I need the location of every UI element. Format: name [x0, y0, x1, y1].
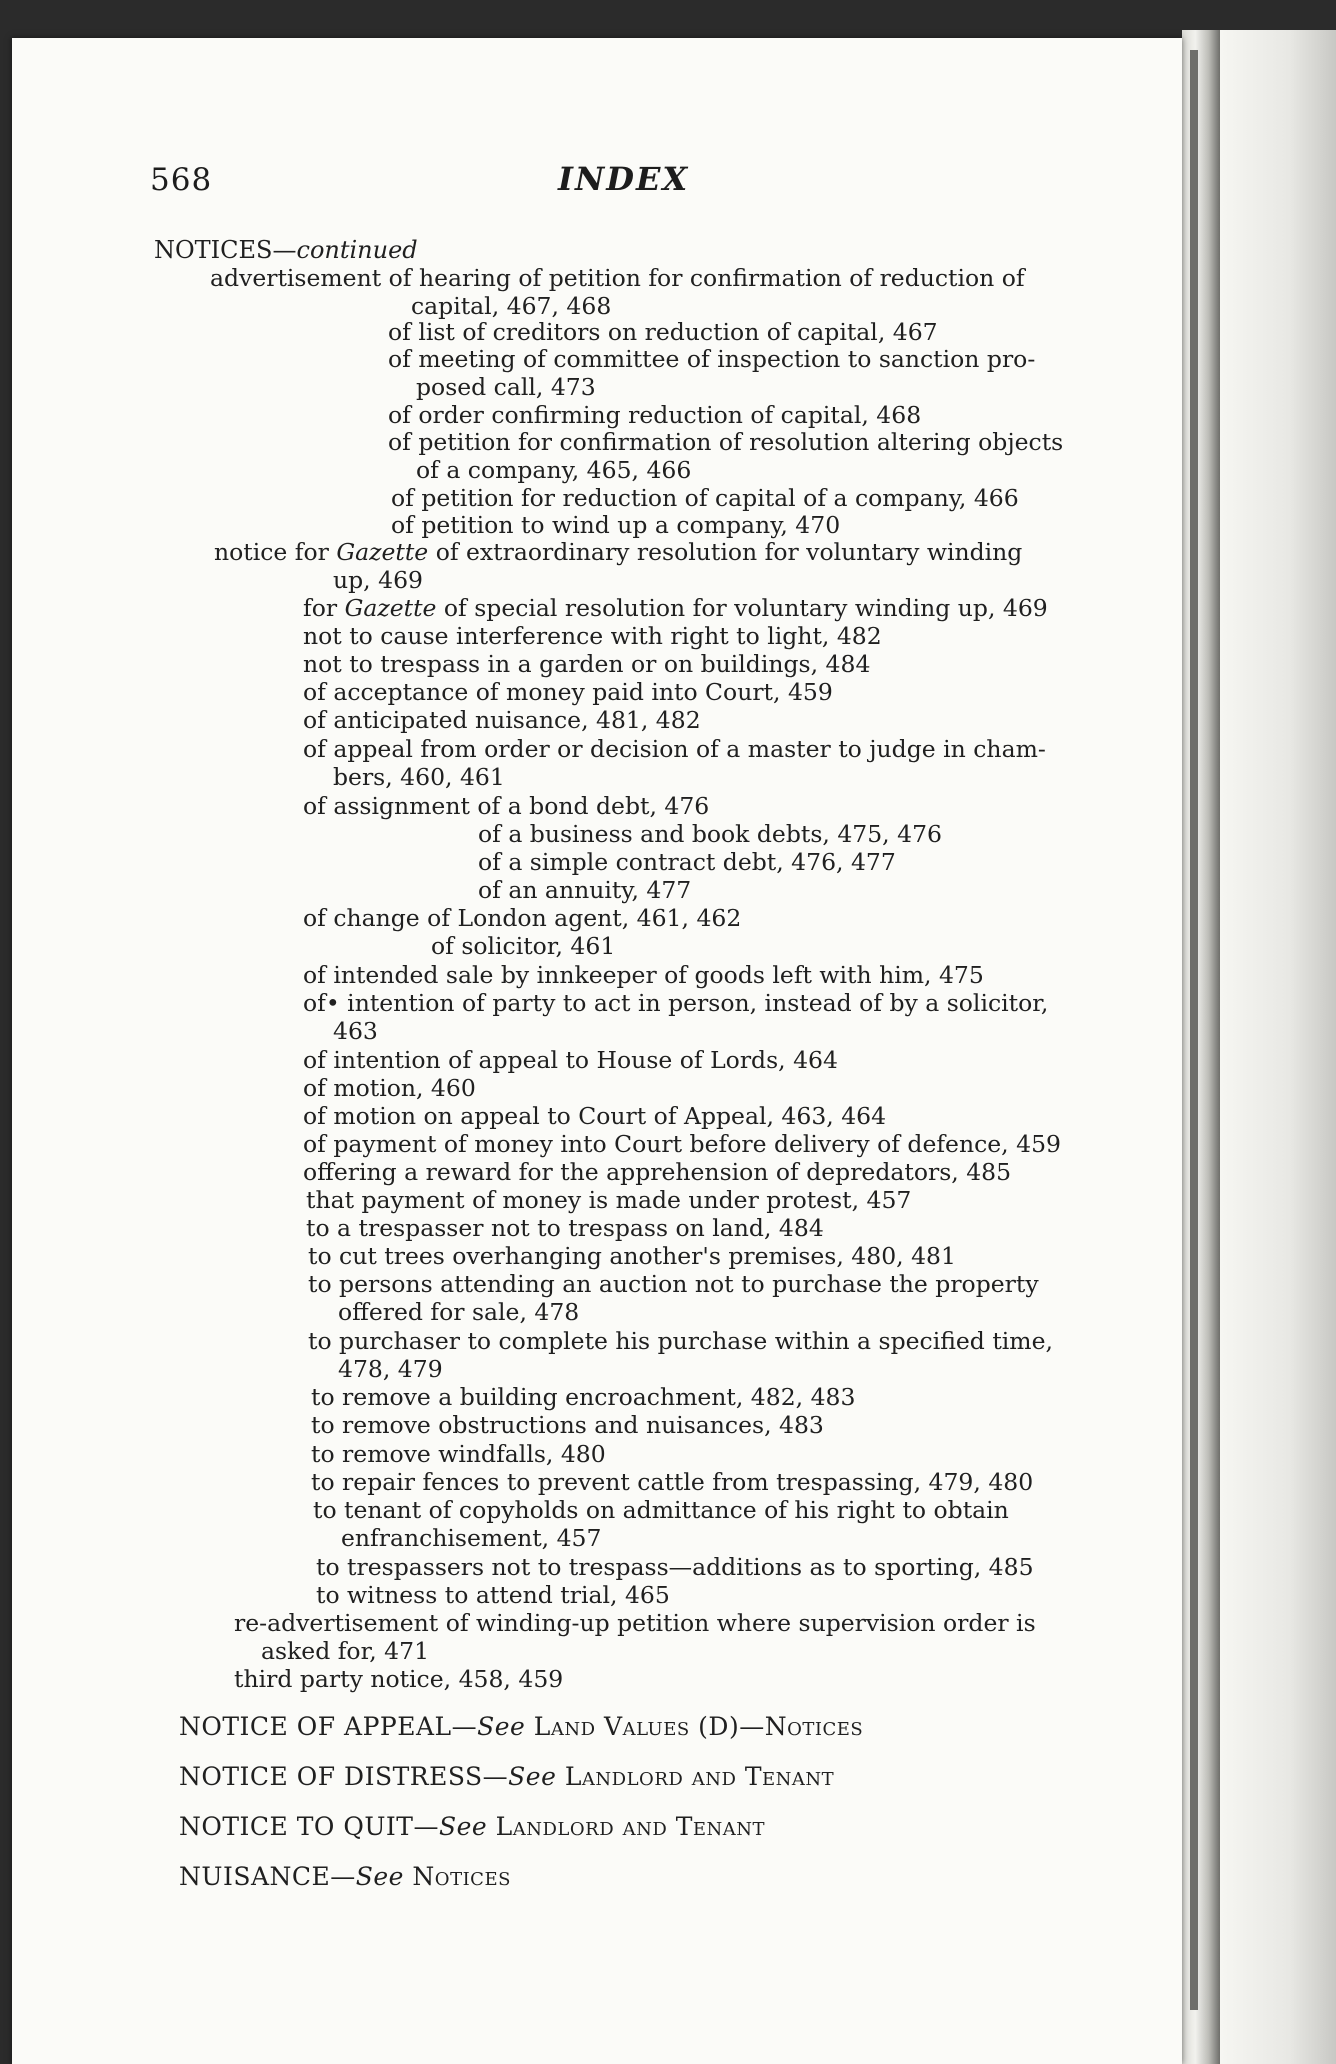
line-text: that payment of money is made under protest, 457 [306, 1186, 912, 1214]
index-line [306, 1186, 911, 1214]
line-text: posed call, 473 [416, 373, 596, 401]
index-line [333, 1017, 378, 1045]
index-heading-notice-to-quit [179, 1813, 765, 1841]
index-line [303, 989, 1048, 1017]
index-line [478, 820, 942, 848]
line-text: third party notice, 458, 459 [234, 1665, 564, 1693]
index-line [234, 1609, 1036, 1637]
index-line [303, 735, 1046, 763]
index-line [388, 345, 1035, 373]
line-text: of motion, 460 [303, 1074, 476, 1102]
index-line [214, 538, 1022, 566]
index-line [303, 1130, 1061, 1158]
cross-reference: Landlord and Tenant [556, 1762, 835, 1791]
index-line [411, 292, 611, 320]
index-line [311, 1440, 606, 1468]
page-number: 568 [150, 162, 213, 198]
line-text: of anticipated nuisance, 481, 482 [303, 706, 701, 734]
line-text: of• intention of party to act in person, instead of by a solicitor, [303, 989, 1049, 1017]
index-line [388, 318, 938, 346]
index-line [478, 876, 691, 904]
index-line [311, 1411, 824, 1439]
facing-page-edge [1220, 30, 1336, 2064]
line-text: of meeting of committee of inspection to sanction pro- [388, 345, 1036, 373]
line-text: to remove a building encroachment, 482, 483 [311, 1383, 856, 1411]
line-text: of a simple contract debt, 476, 477 [478, 848, 896, 876]
line-text: 478, 479 [338, 1355, 443, 1383]
line-text: advertisement of hearing of petition for confirmation of reduction of [210, 264, 1025, 292]
line-text: not to cause interference with right to light, 482 [303, 622, 882, 650]
line-text: to remove windfalls, 480 [311, 1440, 606, 1468]
book-gutter [1182, 30, 1220, 2064]
line-text: 463 [333, 1017, 378, 1045]
running-head: INDEX [558, 160, 690, 198]
line-text: notice for [214, 538, 337, 566]
line-text: bers, 460, 461 [333, 763, 505, 791]
index-line [308, 1242, 956, 1270]
line-text: to cut trees overhanging another's premises, 480, 481 [308, 1242, 956, 1270]
line-text: of acceptance of money paid into Court, 459 [303, 678, 833, 706]
line-text: of appeal from order or decision of a master to judge in cham- [303, 735, 1046, 763]
index-line [388, 428, 1063, 456]
index-heading-notice-of-appeal [179, 1713, 863, 1741]
line-text: to persons attending an auction not to purchase the property [308, 1270, 1039, 1298]
see-label: See [355, 1862, 404, 1891]
line-text: of change of London agent, 461, 462 [303, 904, 742, 932]
line-text: of a business and book debts, 475, 476 [478, 820, 942, 848]
line-text: to repair fences to prevent cattle from trespassing, 479, 480 [311, 1468, 1034, 1496]
index-line [341, 1524, 601, 1552]
index-line [316, 1553, 1034, 1581]
index-line [234, 1665, 563, 1693]
index-heading-nuisance [179, 1863, 511, 1891]
index-line [210, 264, 1025, 292]
cross-reference: Notices [403, 1862, 511, 1891]
index-line [311, 1468, 1033, 1496]
index-line [303, 1158, 1011, 1186]
line-text: of intention of appeal to House of Lords, 464 [303, 1046, 838, 1074]
index-heading-notice-of-distress [179, 1763, 834, 1791]
line-text: of payment of money into Court before delivery of defence, 459 [303, 1130, 1061, 1158]
line-text: of intended sale by innkeeper of goods left with him, 475 [303, 961, 984, 989]
index-line [303, 650, 870, 678]
index-line [416, 456, 691, 484]
line-text: of solicitor, 461 [431, 932, 616, 960]
index-line [303, 622, 882, 650]
line-text: offering a reward for the apprehension of depredators, 485 [303, 1158, 1012, 1186]
line-text: of extraordinary resolution for voluntary winding [428, 538, 1023, 566]
line-text: not to trespass in a garden or on buildings, 484 [303, 650, 871, 678]
line-text: of motion on appeal to Court of Appeal, 463, 464 [303, 1102, 887, 1130]
line-text: to tenant of copyholds on admittance of his right to obtain [313, 1496, 1009, 1524]
line-text: asked for, 471 [261, 1637, 430, 1665]
line-text: of special resolution for voluntary winding up, 469 [436, 594, 1048, 622]
index-line [303, 594, 1048, 622]
index-line [338, 1355, 443, 1383]
heading-text: NOTICE OF APPEAL— [179, 1712, 478, 1741]
index-line [303, 904, 741, 932]
line-text: up, 469 [333, 566, 423, 594]
line-text: of petition for confirmation of resolution altering objects [388, 428, 1064, 456]
index-line [303, 1102, 886, 1130]
index-line [308, 1327, 1053, 1355]
index-line [388, 401, 921, 429]
index-line [338, 1298, 579, 1326]
index-line [316, 1581, 670, 1609]
heading-text: NOTICE TO QUIT— [179, 1812, 439, 1841]
line-text: capital, 467, 468 [411, 292, 612, 320]
see-label: See [477, 1712, 526, 1741]
continued-label: continued [296, 236, 418, 264]
gazette-italic: Gazette [336, 538, 429, 566]
index-line [391, 484, 1019, 512]
line-text: to remove obstructions and nuisances, 483 [311, 1411, 824, 1439]
index-line [333, 566, 423, 594]
line-text: to a trespasser not to trespass on land, 484 [306, 1214, 824, 1242]
heading-text: NOTICE OF DISTRESS— [179, 1762, 509, 1791]
index-line [308, 1270, 1039, 1298]
index-line [303, 792, 709, 820]
line-text: to purchaser to complete his purchase within a specified time, [308, 1327, 1053, 1355]
line-text: of list of creditors on reduction of capital, 467 [388, 318, 938, 346]
index-line [311, 1383, 855, 1411]
line-text: of assignment of a bond debt, 476 [303, 792, 710, 820]
see-label: See [438, 1812, 488, 1841]
line-text: of order confirming reduction of capital, 468 [388, 401, 922, 429]
index-line [303, 678, 833, 706]
index-line [306, 1214, 824, 1242]
index-heading-notices [154, 236, 418, 264]
index-line [478, 848, 896, 876]
line-text: offered for sale, 478 [338, 1298, 580, 1326]
line-text: to trespassers not to trespass—additions as to sporting, 485 [316, 1553, 1034, 1581]
line-text: of petition to wind up a company, 470 [391, 511, 841, 539]
cross-reference: Landlord and Tenant [487, 1812, 766, 1841]
line-text: of a company, 465, 466 [416, 456, 692, 484]
page-edge-shadow [1190, 50, 1198, 2010]
index-line [431, 932, 615, 960]
index-line [391, 511, 840, 539]
gazette-italic: Gazette [344, 594, 437, 622]
heading-text: NUISANCE— [179, 1862, 356, 1891]
index-line [303, 1046, 838, 1074]
line-text: for [303, 594, 345, 622]
line-text: to witness to attend trial, 465 [316, 1581, 670, 1609]
line-text: re-advertisement of winding-up petition where supervision order is [234, 1609, 1036, 1637]
index-line [261, 1637, 429, 1665]
index-line [313, 1496, 1009, 1524]
index-line [303, 1074, 476, 1102]
index-line [416, 373, 596, 401]
see-label: See [508, 1762, 557, 1791]
line-text: of petition for reduction of capital of a company, 466 [391, 484, 1019, 512]
line-text: enfranchisement, 457 [341, 1524, 602, 1552]
index-line [303, 961, 984, 989]
line-text: NOTICES— [154, 236, 297, 264]
index-line [303, 706, 701, 734]
cross-reference: Land Values (D)—Notices [525, 1712, 864, 1741]
line-text: of an annuity, 477 [478, 876, 692, 904]
index-line [333, 763, 505, 791]
